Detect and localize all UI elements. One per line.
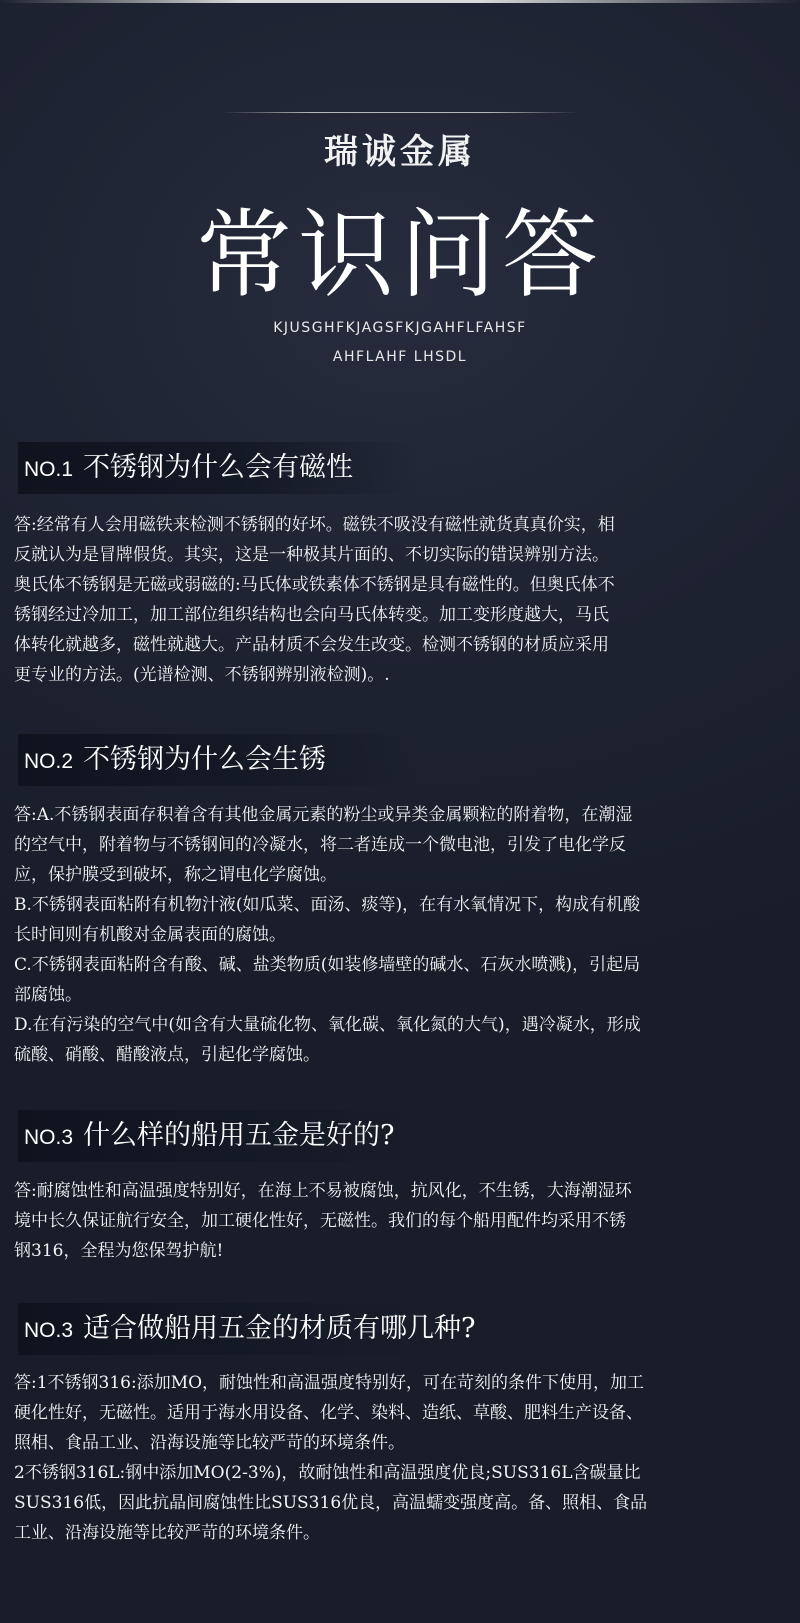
section-3-answer	[14, 1176, 784, 1266]
section-4-heading	[18, 1303, 476, 1355]
page-title: 常识问答	[196, 199, 604, 311]
section-question: 不锈钢为什么会有磁性	[83, 452, 354, 483]
answer-line: 钢316，全程为您保驾护航!	[14, 1241, 224, 1261]
answer-line: 体转化就越多，磁性就越大。产品材质不会发生改变。检测不锈钢的材质应采用	[14, 635, 609, 655]
answer-line: 奥氏体不锈钢是无磁或弱磁的:马氏体或铁素体不锈钢是具有磁性的。但奥氏体不	[14, 575, 615, 595]
answer-line: SUS316低，因此抗晶间腐蚀性比SUS316优良，高温蠕变强度高。备、照相、食品	[14, 1493, 648, 1513]
answer-line: 的空气中，附着物与不锈钢间的冷凝水，将二者连成一个微电池，引发了电化学反	[14, 835, 626, 855]
answer-line: 答:A.不锈钢表面存积着含有其他金属元素的粉尘或异类金属颗粒的附着物，在潮湿	[14, 805, 633, 825]
answer-line: D.在有污染的空气中(如含有大量硫化物、氧化碳、氧化氮的大气)，遇冷凝水，形成	[14, 1015, 641, 1035]
answer-line: 答:经常有人会用磁铁来检测不锈钢的好坏。磁铁不吸没有磁性就货真真价实，相	[14, 515, 615, 535]
answer-line: 锈钢经过冷加工，加工部位组织结构也会向马氏体转变。加工变形度越大，马氏	[14, 605, 609, 625]
section-number: NO.1	[24, 458, 74, 481]
section-question: 什么样的船用五金是好的?	[83, 1120, 395, 1151]
answer-line: 答:耐腐蚀性和高温强度特别好，在海上不易被腐蚀，抗风化，不生锈，大海潮湿环	[14, 1181, 632, 1201]
subtitle-line-1: KJUSGHFKJAGSFKJGAHFLFAHSF	[273, 320, 527, 336]
answer-line: 更专业的方法。(光谱检测、不锈钢辨别液检测)。.	[14, 665, 390, 685]
section-4-answer	[14, 1368, 784, 1548]
answer-line: 长时间则有机酸对金属表面的腐蚀。	[14, 925, 286, 945]
answer-line: C.不锈钢表面粘附含有酸、碱、盐类物质(如装修墙壁的碱水、石灰水喷溅)，引起局	[14, 955, 641, 975]
section-3-heading	[18, 1110, 418, 1162]
section-2-answer	[14, 800, 784, 1070]
answer-line: 境中长久保证航行安全，加工硬化性好，无磁性。我们的每个船用配件均采用不锈	[14, 1211, 626, 1231]
answer-line: B.不锈钢表面粘附有机物汁液(如瓜菜、面汤、痰等)，在有水氧情况下，构成有机酸	[14, 895, 641, 915]
answer-line: 硫酸、硝酸、醋酸液点，引起化学腐蚀。	[14, 1045, 320, 1065]
section-number: NO.2	[24, 750, 74, 773]
answer-line: 照相、食品工业、沿海设施等比较严苛的环境条件。	[14, 1433, 405, 1453]
section-question: 适合做船用五金的材质有哪几种?	[83, 1313, 476, 1344]
answer-line: 2不锈钢316L:钢中添加MO(2-3%)，故耐蚀性和高温强度优良;SUS316L含碳量比	[14, 1463, 641, 1483]
header-divider	[222, 112, 578, 113]
answer-line: 应，保护膜受到破坏，称之谓电化学腐蚀。	[14, 865, 337, 885]
answer-line: 部腐蚀。	[14, 985, 82, 1005]
subtitle-line-2: AHFLAHF LHSDL	[332, 349, 468, 365]
brand-name: 瑞诚金属	[324, 132, 476, 172]
section-1-answer	[14, 510, 784, 690]
answer-line: 工业、沿海设施等比较严苛的环境条件。	[14, 1523, 320, 1543]
section-1-heading	[18, 442, 418, 494]
answer-line: 硬化性好，无磁性。适用于海水用设备、化学、染料、造纸、草酸、肥料生产设备、	[14, 1403, 643, 1423]
answer-line: 反就认为是冒牌假货。其实，这是一种极其片面的、不切实际的错误辨别方法。	[14, 545, 609, 565]
section-number: NO.3	[24, 1319, 74, 1342]
section-number: NO.3	[24, 1126, 74, 1149]
answer-line: 答:1不锈钢316:添加MO，耐蚀性和高温强度特别好，可在苛刻的条件下使用，加工	[14, 1373, 645, 1393]
section-2-heading	[18, 734, 418, 786]
top-border-line	[0, 0, 800, 3]
section-question: 不锈钢为什么会生锈	[83, 744, 327, 775]
